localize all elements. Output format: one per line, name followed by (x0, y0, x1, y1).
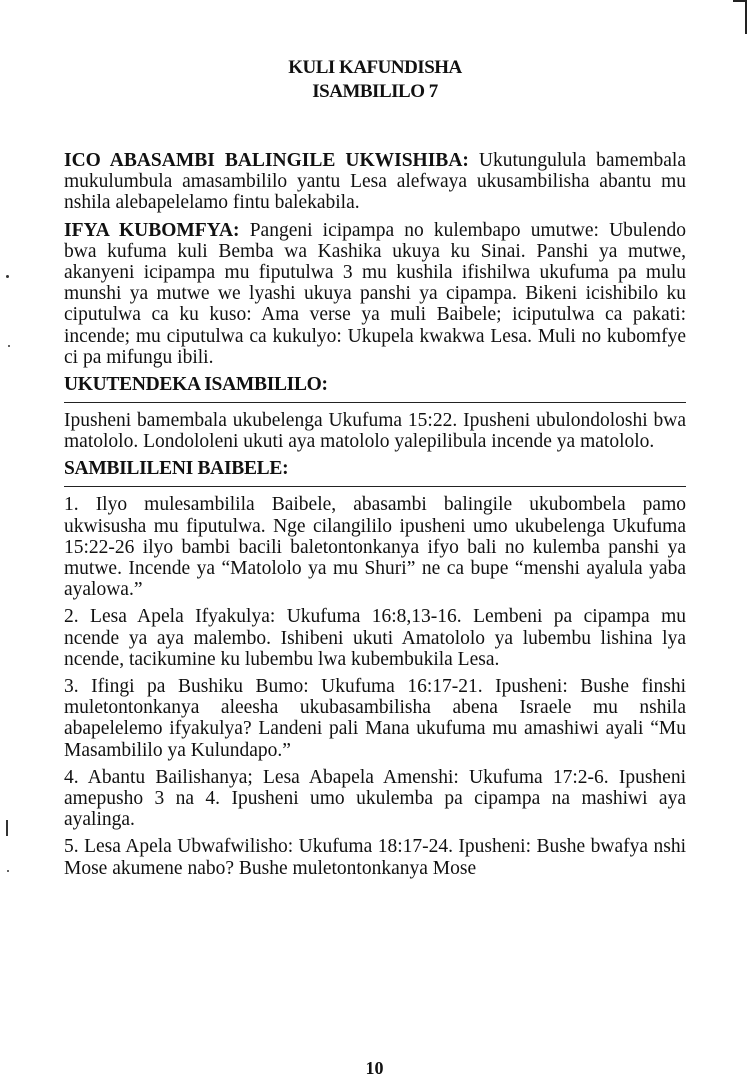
lesson-number: ISAMBILILO 7 (312, 81, 438, 102)
scan-speck (6, 820, 8, 836)
bible-item-3: 3. Ifingi pa Bushiku Bumo: Ukufuma 16:17-21. Ipusheni: Bushe finshi muletontonkanya aleesha ukubasambilisha abena Israele mu nshila abapelelemo ifyakulya? Landeni pali Mana ukufuma mu amashiwi ayali “Mu Masambililo ya Kulundapo.” (64, 676, 686, 761)
page-number: 10 (365, 1058, 384, 1078)
scan-speck (8, 345, 10, 347)
lesson-title: KULI KAFUNDISHA (288, 57, 462, 78)
bible-item-4: 4. Abantu Bailishanya; Lesa Abapela Amenshi: Ukufuma 17:2-6. Ipusheni amepusho 3 na 4. Ipusheni umo ukulemba pa cipampa na mashiwi aya ayalinga. (64, 766, 686, 831)
intro-text: Ukutungulula bamembala mukulumbula amasambililo yantu Lesa alefwaya ukusambilisha abantu mu nshila alebapelelamo fintu balekabila. (64, 150, 686, 214)
bible-item-1: 1. Ilyo mulesambilila Baibele, abasambi balingile ukubombela pamo ukwisusha mu fiputulwa. Nge cilangililo ipusheni umo ukubelenga Ukufuma 15:22-26 ilyo bambi bacili baletontonkanya ifyo bali no kulemba panshi ya mutwe. Incende ya “Matololo ya mu Shuri” ne ca bupe “menshi ayalula yaba ayalowa.” (64, 494, 686, 601)
section-heading-intro: UKUTENDEKA ISAMBILILO: (64, 374, 328, 396)
bible-item-5: 5. Lesa Apela Ubwafwilisho: Ukufuma 18:17-24. Ipusheni: Bushe bwafya nshi Mose akumene nabo? Bushe muletontonkanya Mose (64, 836, 686, 879)
lesson-title-block (64, 56, 686, 104)
scan-speck (7, 870, 9, 872)
section-heading-bible: SAMBILILENI BAIBELE: (64, 458, 289, 480)
bible-item-2: 2. Lesa Apela Ifyakulya: Ukufuma 16:8,13-16. Lembeni pa cipampa mu ncende ya aya malembo. Ishibeni ukuti Amatololo ya lubembu lishina lya ncende, tacikumine ku lubembu lwa kubembukila Lesa. (64, 606, 686, 670)
section-divider (64, 402, 686, 403)
section-divider (64, 486, 686, 487)
document-page (64, 56, 686, 885)
section-intro-text: Ipusheni bamembala ukubelenga Ukufuma 15:22. Ipusheni ubulondoloshi bwa matololo. Londololeni ukuti aya matololo yalepilibula incende ya matololo. (64, 410, 686, 453)
prep-text: Pangeni icipampa no kulembapo umutwe: Ubulendo bwa kufuma kuli Bemba wa Kashika ukuya ku Sinai. Panshi ya mutwe, akanyeni icipampa mu fiputulwa 3 mu kushila ifishilwa ukufuma pa mulu munshi ya mutwe we lyashi ukuya panshi ya cipampa. Bikeni icishibilo ku ciputulwa ca ku kuso: Ama verse ya muli Baibele; iciputulwa ca pakati: incende; mu ciputulwa ca kukulyo: Ukupela kwakwa Lesa. Muli no kubomfye ci pa mifungu ibili. (64, 219, 686, 368)
scan-edge-mark (745, 0, 747, 34)
intro-label: ICO ABASAMBI BALINGILE UKWISHIBA: (64, 150, 469, 171)
prep-label: IFYA KUBOMFYA: (64, 219, 240, 241)
scan-edge-mark (733, 0, 747, 2)
intro-paragraph (64, 150, 686, 214)
prep-paragraph (64, 220, 686, 368)
scan-speck (6, 275, 9, 278)
